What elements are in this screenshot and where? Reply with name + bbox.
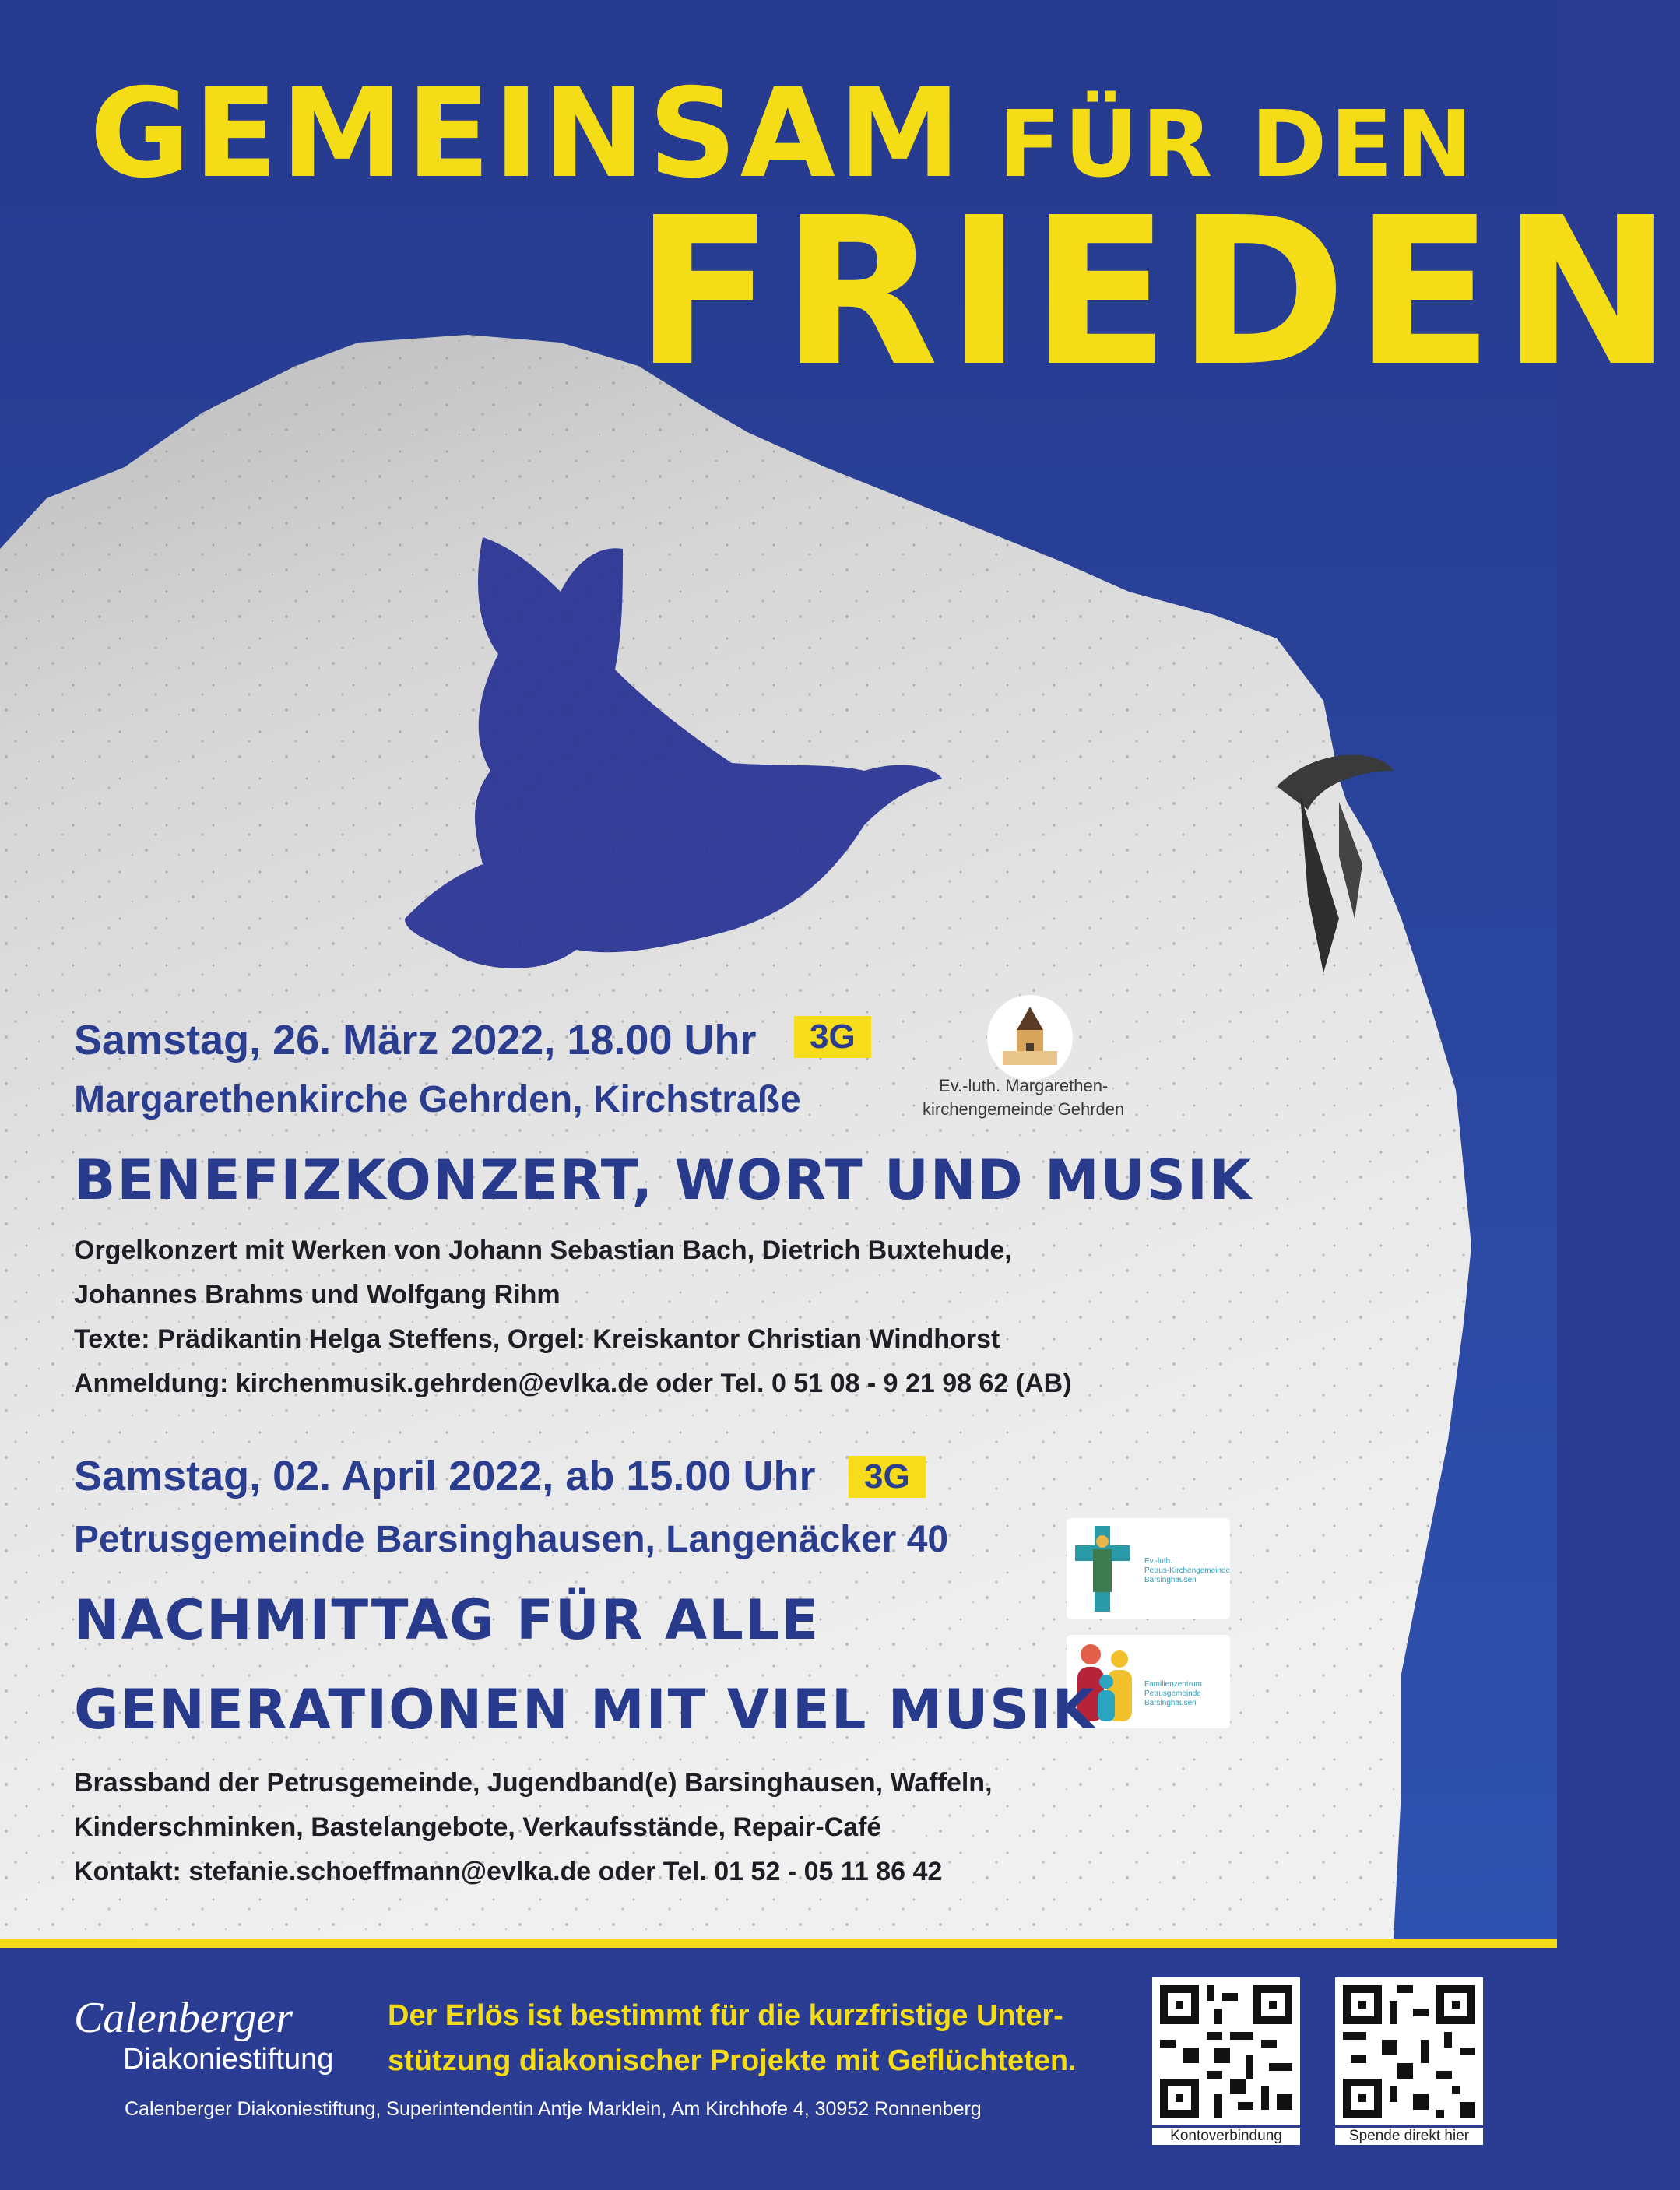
petrus-church-logo [1067, 1518, 1230, 1619]
event2-date: Samstag, 02. April 2022, ab 15.00 Uhr [74, 1453, 816, 1499]
church-logo-label-line2: kirchengemeinde Gehrden [923, 1099, 1125, 1119]
family-logo-line1: Familienzentrum [1144, 1680, 1202, 1689]
qr-code-pattern [1335, 1977, 1483, 2125]
petrus-logo-line1: Ev.-luth. [1144, 1557, 1172, 1566]
petrus-logo-line2: Petrus-Kirchengemeinde [1144, 1566, 1231, 1575]
event1-description [74, 1229, 1072, 1406]
event1-place: Margarethenkirche Gehrden, Kirchstraße [74, 1079, 801, 1120]
church-logo-label [923, 1074, 1124, 1121]
petrus-logo-text [1144, 1557, 1230, 1585]
foundation-logo-name: Calenberger [74, 1994, 293, 2042]
event1-line: Orgelkonzert mit Werken von Johann Sebastian Bach, Dietrich Buxtehude, [74, 1236, 1012, 1265]
event1-date: Samstag, 26. März 2022, 18.00 Uhr [74, 1017, 757, 1063]
footer-message-line1: Der Erlös ist bestimmt für die kurzfristige Unter- [388, 1999, 1063, 2032]
event2-headline-line1: NACHMITTAG FÜR ALLE [74, 1588, 821, 1652]
qr2-label: Spende direkt hier [1335, 2128, 1483, 2145]
family-logo-text [1144, 1680, 1202, 1708]
event2-line: Brassband der Petrusgemeinde, Jugendband(e) Barsinghausen, Waffeln, [74, 1768, 993, 1798]
family-logo-line3: Barsinghausen [1144, 1699, 1197, 1707]
church-logo-label-line1: Ev.-luth. Margarethen- [939, 1076, 1109, 1095]
title-word-fuer-den: FÜR DEN [998, 90, 1476, 198]
event1-line: Johannes Brahms und Wolfgang Rihm [74, 1280, 561, 1309]
title-word-gemeinsam: GEMEINSAM [90, 62, 965, 206]
church-icon [987, 995, 1073, 1081]
event2-place: Petrusgemeinde Barsinghausen, Langenäcker 40 [74, 1519, 949, 1560]
event2-line: Kinderschminken, Bastelangebote, Verkaufsstände, Repair-Café [74, 1812, 882, 1842]
petrus-logo-line3: Barsinghausen [1144, 1576, 1197, 1584]
footer-message [388, 1993, 1077, 2083]
qr-code-icon[interactable] [1152, 1977, 1300, 2125]
event2-description [74, 1761, 993, 1894]
cross-icon [1071, 1522, 1133, 1615]
event1-3g-badge: 3G [794, 1016, 871, 1058]
event1-line: Texte: Prädikantin Helga Steffens, Orgel: Kreiskantor Christian Windhorst [74, 1324, 1000, 1354]
event2-line: Kontakt: stefanie.schoeffmann@evlka.de oder Tel. 01 52 - 05 11 86 42 [74, 1857, 943, 1886]
qr-code-icon[interactable] [1335, 1977, 1483, 2125]
event2-headline-line2: GENERATIONEN MIT VIEL MUSIK [74, 1678, 1097, 1742]
event1-line: Anmeldung: kirchenmusik.gehrden@evlka.de oder Tel. 0 51 08 - 9 21 98 62 (AB) [74, 1369, 1072, 1398]
church-logo [987, 995, 1073, 1081]
footer-message-line2: stützung diakonischer Projekte mit Geflüchteten. [388, 2044, 1077, 2077]
qr-code-pattern [1152, 1977, 1300, 2125]
event2-3g-badge: 3G [849, 1456, 926, 1498]
qr1-label: Kontoverbindung [1152, 2128, 1300, 2145]
event1-headline: BENEFIZKONZERT, WORT UND MUSIK [74, 1148, 1253, 1212]
family-logo-line2: Petrusgemeinde [1144, 1689, 1201, 1698]
footer-yellow-line [0, 1939, 1557, 1948]
footer-address: Calenberger Diakoniestiftung, Superintendentin Antje Marklein, Am Kirchhofe 4, 30952 Ronnenberg [125, 2098, 982, 2120]
title-word-frieden: FRIEDEN [634, 174, 1680, 411]
foundation-logo-sub: Diakoniestiftung [123, 2043, 334, 2076]
